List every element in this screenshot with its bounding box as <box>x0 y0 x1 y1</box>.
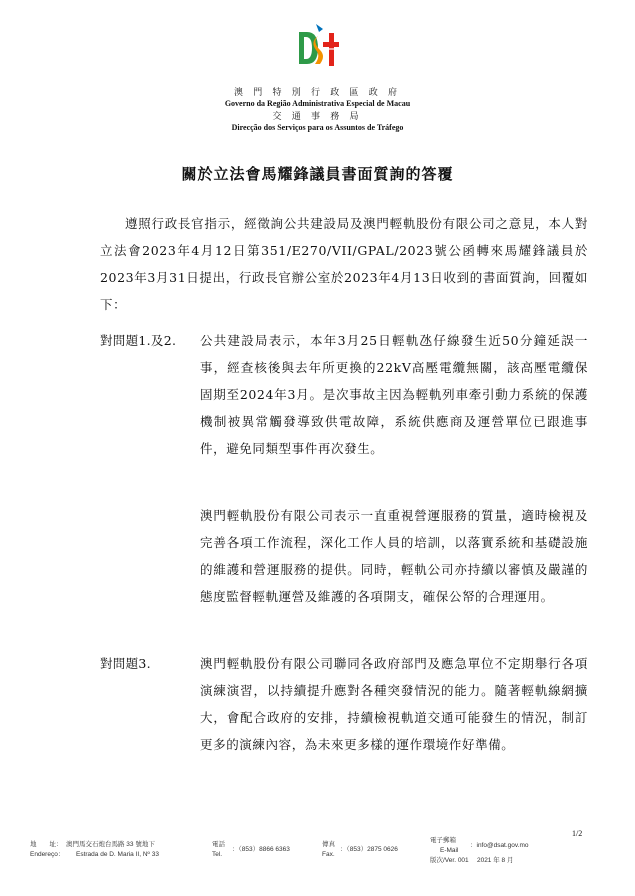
address-label-zh: 地 址： <box>30 841 63 848</box>
page-number: 1/2 <box>572 829 583 838</box>
email-label-zh: 電子郵箱 <box>430 837 456 844</box>
answer-q1-q2-paragraph-2: 澳門輕軌股份有限公司表示一直重視營運服務的質量，適時檢視及完善各項工作流程，深化工作人員的培訓，以落實系統和基礎設施的維護和營運服務的提供。同時，輕軌公司亦持續以審慎及嚴謹的態度監督輕軌運營及維護的各項開支，確保公帑的合理運用。 <box>200 508 588 604</box>
address-zh: 澳門馬交石炮台馬路 33 號地下 <box>66 841 155 848</box>
letterhead <box>0 86 635 134</box>
fax-label-pt: Fax. <box>322 851 335 858</box>
answer-label-q1-q2: 對問題1.及2. <box>100 333 177 348</box>
tel-number: ：（853）8866 6363 <box>232 846 290 853</box>
answer-q1-q2-paragraph-1: 公共建設局表示，本年3月25日輕軌氹仔線發生近50分鐘延誤一事，經查核後與去年所更換的22kV高壓電纜無關，該高壓電纜保固期至2024年3月。是次事故主因為輕軌列車牽引動力系統的保護機制被異常觸發導致供電故障，系統供應商及運營單位已跟進事件，避免同類型事件再次發生。 <box>200 333 588 456</box>
tel-label-zh: 電話 <box>212 841 225 848</box>
address-label-pt: Endereço： <box>30 851 65 858</box>
fax-number: ：（853）2875 0626 <box>340 846 398 853</box>
letterhead-footer <box>0 836 635 870</box>
tel-label-pt: Tel. <box>212 851 223 858</box>
department-name-pt: Direcção dos Serviços para os Assuntos de Tráfego <box>231 123 404 132</box>
government-name-zh: 澳 門 特 別 行 政 區 政 府 <box>233 87 401 97</box>
email-label-pt: E-Mail <box>440 847 459 854</box>
intro-paragraph: 遵照行政長官指示，經徵詢公共建設局及澳門輕軌股份有限公司之意見，本人對立法會2023年4月12日第351/E270/VII/GPAL/2023號公函轉來馬耀鋒議員於2023年3月31日提出，行政長官辦公室於2023年4月13日收到的書面質詢，回覆如下： <box>100 216 588 312</box>
version-info: 版次/Ver. 001 2021 年 8 月 <box>430 857 514 864</box>
government-name-pt: Governo da Região Administrativa Especial de Macau <box>224 99 411 108</box>
department-name-zh: 交 通 事 務 局 <box>272 111 363 121</box>
answer-q3-paragraph: 澳門輕軌股份有限公司聯同各政府部門及應急單位不定期舉行各項演練演習，以持續提升應對各種突發情況的能力。隨著輕軌線網擴大，會配合政府的安排，持續檢視軌道交通可能發生的情況，制訂更多的演練內容，為未來更多樣的運作環境作好準備。 <box>200 656 588 752</box>
answer-label-q3: 對問題3. <box>100 656 151 671</box>
dsat-logo <box>296 20 342 70</box>
document-title: 關於立法會馬耀鋒議員書面質詢的答覆 <box>181 165 454 183</box>
fax-label-zh: 傳真 <box>322 841 335 848</box>
email-address: ：info@dsat.gov.mo <box>470 842 529 849</box>
address-pt: Estrada de D. Maria II, Nº 33 <box>76 851 159 858</box>
